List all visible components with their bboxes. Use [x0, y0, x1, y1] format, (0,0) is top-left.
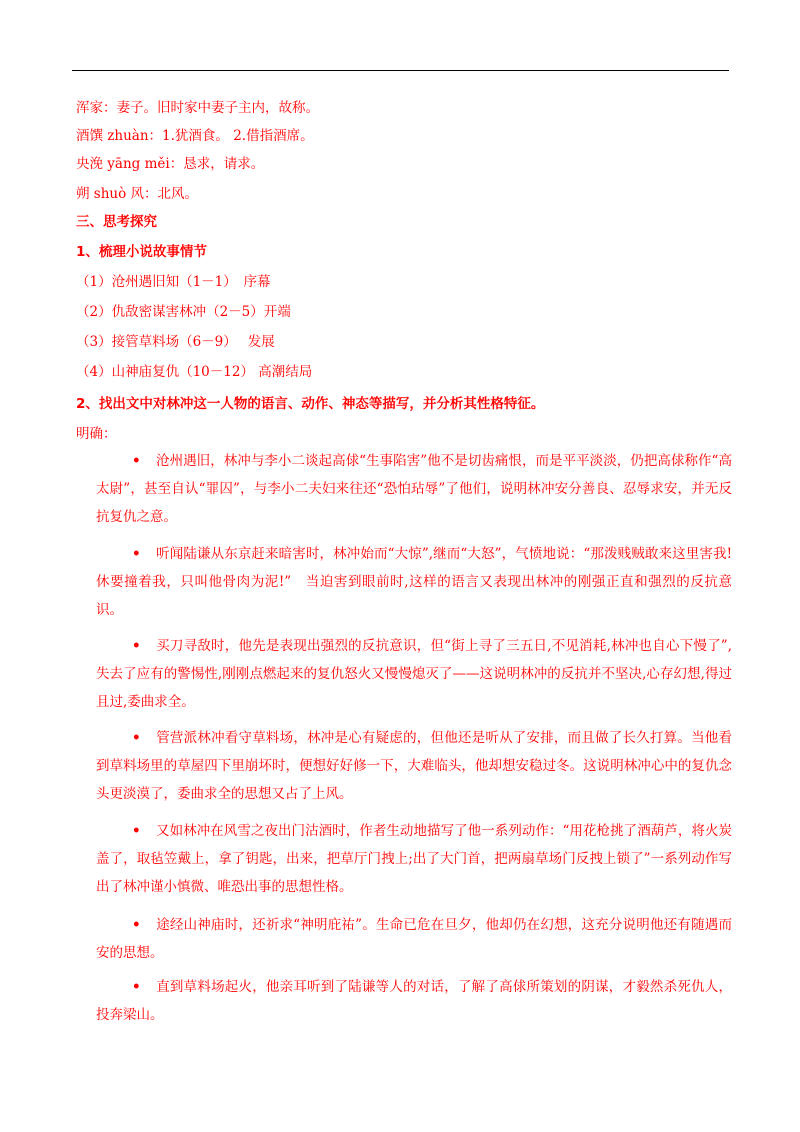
- glossary-line: 央浼 yāng měi：恳求，请求。: [76, 156, 265, 172]
- bullet-icon: •: [132, 546, 141, 562]
- plot-item: （4）山神庙复仇（10－12） 高潮结局: [76, 364, 313, 380]
- answer-point-text: 买刀寻敌时，他先是表现出强烈的反抗意识，但“街上寻了三五日,不见消耗,林冲也自心下慢了”,失去了应有的警惕性,刚刚点燃起来的复仇怒火又慢慢熄灭了——这说明林冲的反抗并不坚决,心存幻想,得过且过,委曲求全。: [96, 638, 732, 710]
- answer-point: [96, 973, 732, 1029]
- glossary-line: 酒馔 zhuàn：1.犹酒食。 2.借指酒席。: [76, 128, 314, 144]
- plot-item: （1）沧州遇旧知（1－1） 序幕: [76, 274, 271, 290]
- answer-point-text: 途经山神庙时，还祈求“神明庇祐”。生命已危在旦夕，他却仍在幻想，这充分说明他还有随遇而安的思想。: [96, 917, 732, 961]
- answer-point-text: 听闻陆谦从东京赶来暗害时，林冲始而“大惊”,继而“大怒”，气愤地说：“那泼贱贼敢来这里害我!休要撞着我，只叫他骨肉为泥!” 当迫害到眼前时,这样的语言又表现出林冲的刚强正直和强烈的反抗意识。: [96, 546, 732, 618]
- section-heading: 三、思考探究: [76, 214, 157, 230]
- answer-point-text: 管营派林冲看守草料场，林冲是心有疑虑的，但他还是听从了安排，而且做了长久打算。当他看到草料场里的草屋四下里崩坏时，便想好好修一下，大难临头，他却想安稳过冬。这说明林冲心中的复仇念头更淡漠了，委曲求全的思想又占了上风。: [96, 730, 732, 802]
- answer-point-text: 沧州遇旧，林冲与李小二谈起高俅“生事陷害”他不是切齿痛恨，而是平平淡淡，仍把高俅称作“高太尉”，甚至自认“罪囚”，与李小二夫妇来往还“恐怕玷辱”了他们，说明林冲安分善良、忍辱求安，并无反抗复仇之意。: [96, 453, 732, 525]
- glossary-line: 浑家：妻子。旧时家中妻子主内，故称。: [76, 100, 319, 116]
- bullet-icon: •: [132, 823, 141, 839]
- plot-item: （3）接管草料场（6－9） 发展: [76, 334, 275, 350]
- question-2-heading: 2、找出文中对林冲这一人物的语言、动作、神态等描写，并分析其性格特征。: [76, 396, 545, 412]
- bullet-icon: •: [132, 638, 141, 654]
- answer-point: [96, 724, 732, 808]
- answer-point: [96, 817, 732, 901]
- answer-point: [96, 632, 732, 716]
- glossary-line: 朔 shuò 风：北风。: [76, 186, 199, 202]
- answer-point-text: 直到草料场起火，他亲耳听到了陆谦等人的对话，了解了高俅所策划的阴谋，才毅然杀死仇人，投奔梁山。: [96, 979, 732, 1023]
- answer-point: [96, 540, 732, 624]
- answer-point: [96, 911, 732, 967]
- bullet-icon: •: [132, 453, 141, 469]
- plot-item: （2）仇敌密谋害林冲（2－5）开端: [76, 304, 291, 320]
- question-1-heading: 1、梳理小说故事情节: [76, 244, 207, 260]
- bullet-icon: •: [132, 917, 141, 933]
- bullet-icon: •: [132, 730, 141, 746]
- answer-label: 明确：: [76, 426, 117, 442]
- answer-point: [96, 447, 732, 531]
- bullet-icon: •: [132, 979, 141, 995]
- header-rule: [72, 70, 729, 71]
- answer-point-text: 又如林冲在风雪之夜出门沽酒时，作者生动地描写了他一系列动作：“用花枪挑了酒葫芦，将火炭盖了，取毡笠戴上，拿了钥匙，出来，把草厅门拽上;出了大门首，把两扇草场门反拽上锁了”一系列动作写出了林冲谨小慎微、唯恐出事的思想性格。: [96, 823, 732, 895]
